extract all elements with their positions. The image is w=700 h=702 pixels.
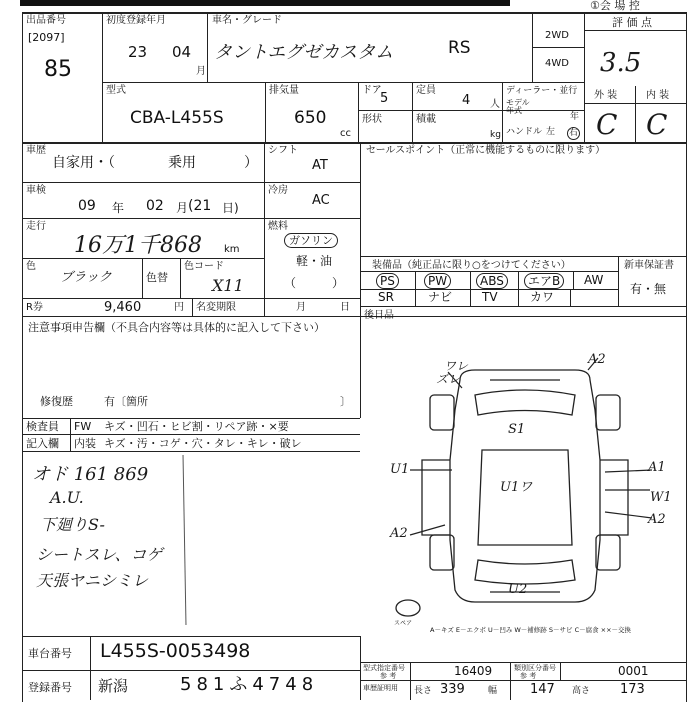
notes-label: 注意事項申告欄（不具合内容等は具体的に記入して下さい）: [28, 321, 325, 334]
damage-mark-rear-u2: U2: [508, 582, 528, 597]
score-label: 評 価 点: [612, 16, 652, 29]
mileage-label: 走行: [26, 221, 46, 232]
category-number-label: 類別区分番号: [514, 664, 556, 672]
name-change-expiry-label: 名変期限: [196, 302, 236, 313]
recycle-value: 9,460: [104, 300, 142, 315]
type-designation-label: 型式指定番号: [363, 664, 405, 672]
damage-mark-right-w1: W1: [650, 490, 672, 505]
registration-month: 04: [172, 43, 192, 61]
spare-tire-caption: スペア: [394, 620, 413, 627]
inspection-month: 02: [146, 198, 164, 214]
equip-abs: ABS: [476, 273, 508, 289]
shift-value: AT: [312, 158, 328, 173]
inspection-label: 車検: [26, 185, 46, 196]
color-value: ブラック: [60, 270, 112, 285]
damage-mark-roof-s1: S1: [508, 422, 526, 437]
header-band: [20, 0, 510, 6]
reference-note-1: 参 考: [380, 672, 397, 680]
model-value: CBA-L455S: [130, 108, 224, 128]
dealer-label: ディーラー・並行: [506, 86, 578, 96]
registration-label: 初度登録年月: [106, 15, 166, 26]
inspection-year-unit: 年: [112, 201, 125, 215]
car-name-label: 車名・グレード: [212, 15, 282, 26]
capacity-value: 4: [462, 93, 471, 108]
chassis-number: L455S-0053498: [100, 640, 251, 662]
fuel-other: （ ）: [284, 276, 345, 290]
model-label: 型式: [106, 85, 126, 96]
lot-number: 85: [44, 57, 72, 82]
handle-label: ハンドル: [506, 127, 543, 137]
reference-note-2: 参 考: [520, 672, 537, 680]
equip-navi: ナビ: [428, 290, 453, 304]
registration-year: 23: [128, 43, 148, 61]
later-date-items-label: 後日品: [364, 310, 394, 321]
height-value: 173: [620, 682, 645, 697]
color-code-label: 色コード: [184, 261, 224, 272]
fw-label: FW: [74, 420, 92, 433]
recycle-label: R券: [26, 302, 43, 313]
inspector-label: 検査員: [26, 420, 59, 433]
equipment-label: 装備品（純正品に限り○をつけてください）: [372, 260, 571, 271]
handwritten-note-ceiling: 天張ヤニシミレ: [36, 571, 149, 590]
usage-label: 車歴: [26, 145, 46, 156]
inspection-year: 09: [78, 198, 96, 214]
warranty-label: 新車保証書: [624, 260, 674, 271]
load-label: 積載: [416, 114, 436, 125]
mileage-value: 16万1千868: [74, 233, 202, 258]
repair-history-close: 〕: [340, 395, 351, 408]
usage-close: ）: [244, 155, 258, 171]
inspection-month-unit: 月: [176, 201, 189, 215]
plate-number-label: 登録番号: [28, 681, 72, 694]
color-label: 色: [26, 261, 36, 272]
inspection-day-unit: 日): [222, 201, 239, 215]
ac-value: AC: [312, 193, 330, 208]
handwritten-note-au: A.U.: [50, 488, 84, 507]
color-code: X11: [212, 276, 244, 295]
usage-value: 自家用・（: [52, 155, 115, 171]
fuel-light-oil: 軽・油: [296, 254, 333, 268]
sales-point-label: セールスポイント（正常に機能するものに限ります）: [366, 145, 606, 156]
handwritten-odometer: オド 161 869: [32, 464, 149, 485]
width-label: 幅: [488, 686, 498, 696]
certificate-label: 車歴証明用: [363, 684, 398, 692]
damage-mark-roof-u1: U1ワ: [500, 480, 533, 495]
car-name: タントエグゼカスタム: [214, 42, 394, 63]
equip-airbag: エアB: [524, 273, 564, 289]
warranty-value: 有・無: [630, 282, 667, 296]
drive-2wd: 2WD: [545, 30, 569, 41]
fw-items: キズ・凹石・ヒビ割・リペア跡・×要: [104, 420, 289, 433]
interior-score-label: 内 装: [646, 90, 670, 101]
damage-mark-right-a2: A2: [648, 512, 666, 527]
damage-mark-misalign: ズレ: [436, 372, 461, 386]
interior-items: キズ・汚・コゲ・穴・タレ・キレ・破レ: [104, 437, 302, 450]
chassis-number-label: 車台番号: [28, 647, 72, 660]
capacity-unit: 人: [490, 99, 500, 110]
displacement-value: 650: [294, 108, 327, 128]
year-unit: 年: [570, 112, 580, 122]
damage-legend: A－キズ E－エクボ U－凹み W－補修跡 S－サビ C－腐食 ××－交換: [430, 626, 632, 634]
doors-label: ドア: [362, 85, 382, 96]
equip-pw: PW: [424, 273, 451, 289]
shape-label: 形状: [362, 114, 382, 125]
color-change-label: 色替: [146, 271, 168, 284]
repair-history-value: 有〔箇所: [104, 395, 148, 408]
load-unit: kg: [490, 130, 501, 140]
lot-number-label: 出品番号: [26, 15, 66, 26]
entry-field-label: 記入欄: [26, 437, 59, 450]
width-value: 147: [530, 682, 555, 697]
drive-4wd: 4WD: [545, 58, 569, 69]
mileage-unit: km: [224, 244, 240, 255]
equip-tv: TV: [482, 290, 498, 304]
displacement-unit: cc: [340, 128, 351, 139]
lot-code: [2097]: [28, 31, 65, 44]
plate-number: 581ふ4748: [180, 674, 319, 695]
exterior-score-label: 外 装: [594, 90, 618, 101]
damage-mark-right-a1: A1: [648, 460, 666, 475]
equip-ps: PS: [376, 273, 399, 289]
venue-copy-label: ①会 場 控: [590, 0, 640, 12]
exterior-score: C: [596, 108, 618, 141]
equip-sr: SR: [378, 290, 394, 304]
ac-label: 冷房: [268, 185, 288, 196]
interior-label: 内装: [74, 437, 96, 450]
equip-aw: AW: [584, 273, 604, 287]
usage-type: 乗用: [168, 155, 196, 171]
expiry-month-unit: 月: [296, 302, 306, 313]
length-label: 長さ: [414, 686, 433, 696]
category-number: 0001: [618, 664, 649, 678]
shift-label: シフト: [268, 145, 298, 156]
fuel-gasoline: ガソリン: [284, 233, 338, 248]
plate-region: 新潟: [98, 677, 129, 695]
inspection-day: (21: [188, 198, 212, 214]
height-label: 高さ: [572, 686, 591, 696]
recycle-unit: 円: [174, 302, 184, 313]
repair-history-label: 修復歴: [40, 395, 73, 408]
handle-left: 左: [546, 127, 556, 137]
car-grade: RS: [448, 38, 471, 58]
length-value: 339: [440, 682, 465, 697]
handwritten-note-underbody: 下廻りS-: [40, 515, 105, 534]
handle-right: 右: [569, 128, 579, 138]
interior-score: C: [646, 108, 668, 141]
fuel-label: 燃料: [268, 221, 288, 232]
model-year-label: モデル年式: [506, 98, 530, 115]
score-value: 3.5: [600, 48, 642, 78]
type-designation-number: 16409: [454, 664, 493, 678]
displacement-label: 排気量: [269, 85, 299, 96]
damage-mark-left-u1: U1: [390, 462, 410, 477]
damage-mark-crack: ワレ: [444, 359, 469, 373]
equip-leather: カワ: [530, 290, 555, 304]
doors-value: 5: [380, 91, 389, 106]
damage-mark-front-a2: A2: [588, 352, 606, 367]
handwritten-note-seat: シートスレ、コゲ: [36, 545, 163, 564]
damage-mark-left-a2: A2: [390, 526, 408, 541]
capacity-label: 定員: [416, 85, 436, 96]
expiry-day-unit: 日: [340, 302, 350, 313]
registration-month-unit: 月: [196, 66, 206, 77]
